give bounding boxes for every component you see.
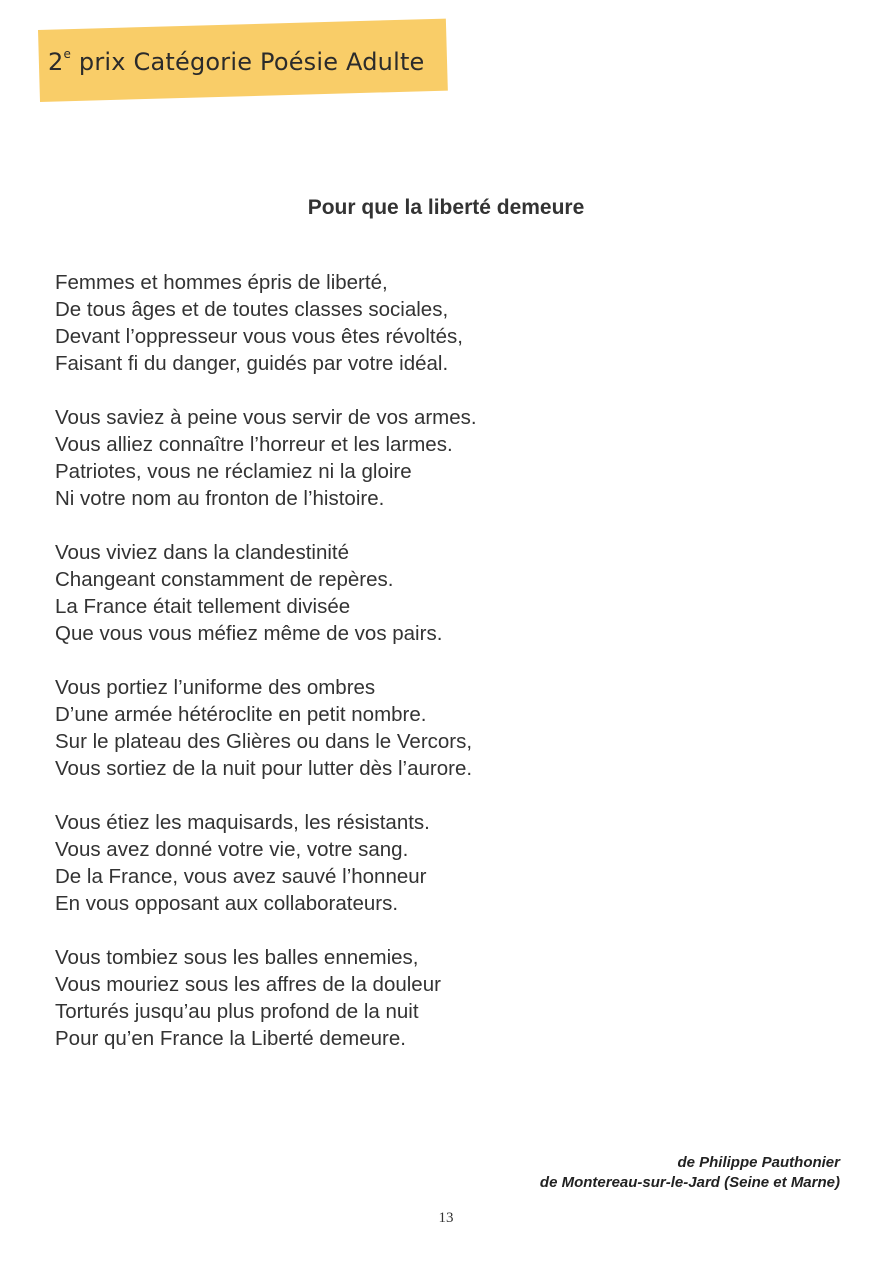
poem-title: Pour que la liberté demeure	[307, 196, 585, 219]
verse: La France était tellement divisée	[55, 595, 351, 618]
verse: Que vous vous méfiez même de vos pairs.	[55, 622, 443, 645]
stanza-2	[55, 404, 835, 512]
stanza-5	[55, 809, 835, 917]
verse: Vous avez donné votre vie, votre sang.	[55, 838, 409, 861]
page-number: 13	[438, 1210, 454, 1226]
stanza-4	[55, 674, 835, 782]
verse: Vous tombiez sous les balles ennemies,	[55, 946, 419, 969]
prize-number: 2	[48, 48, 64, 76]
verse: D’une armée hétéroclite en petit nombre.	[55, 703, 427, 726]
verse: De tous âges et de toutes classes sociales,	[55, 298, 449, 321]
verse: Vous sortiez de la nuit pour lutter dès l’aurore.	[55, 757, 473, 780]
author-name: de Philippe Pauthonier	[677, 1154, 840, 1171]
verse: Torturés jusqu’au plus profond de la nuit	[55, 1000, 419, 1023]
prize-ordinal-suffix: e	[63, 47, 72, 61]
verse: Vous saviez à peine vous servir de vos armes.	[55, 406, 477, 429]
prize-banner-label	[48, 48, 425, 76]
verse: Vous mouriez sous les affres de la douleur	[55, 973, 441, 996]
author-signature	[540, 1153, 840, 1193]
verse: Ni votre nom au fronton de l’histoire.	[55, 487, 385, 510]
verse: Sur le plateau des Glières ou dans le Vercors,	[55, 730, 473, 753]
verse: Vous alliez connaître l’horreur et les larmes.	[55, 433, 453, 456]
prize-category: prix Catégorie Poésie Adulte	[71, 48, 425, 76]
verse: Vous portiez l’uniforme des ombres	[55, 676, 376, 699]
verse: Devant l’oppresseur vous vous êtes révoltés,	[55, 325, 463, 348]
verse: Changeant constamment de repères.	[55, 568, 394, 591]
verse: De la France, vous avez sauvé l’honneur	[55, 865, 427, 888]
verse: En vous opposant aux collaborateurs.	[55, 892, 399, 915]
stanza-1	[55, 269, 835, 377]
stanza-6	[55, 944, 835, 1052]
poem-body	[55, 269, 835, 1079]
verse: Femmes et hommes épris de liberté,	[55, 271, 388, 294]
author-origin: de Montereau-sur-le-Jard (Seine et Marne)	[539, 1174, 840, 1191]
verse: Patriotes, vous ne réclamiez ni la gloire	[55, 460, 412, 483]
verse: Vous viviez dans la clandestinité	[55, 541, 350, 564]
verse: Faisant fi du danger, guidés par votre idéal.	[55, 352, 449, 375]
verse: Vous étiez les maquisards, les résistants.	[55, 811, 430, 834]
verse: Pour qu’en France la Liberté demeure.	[55, 1027, 406, 1050]
stanza-3	[55, 539, 835, 647]
